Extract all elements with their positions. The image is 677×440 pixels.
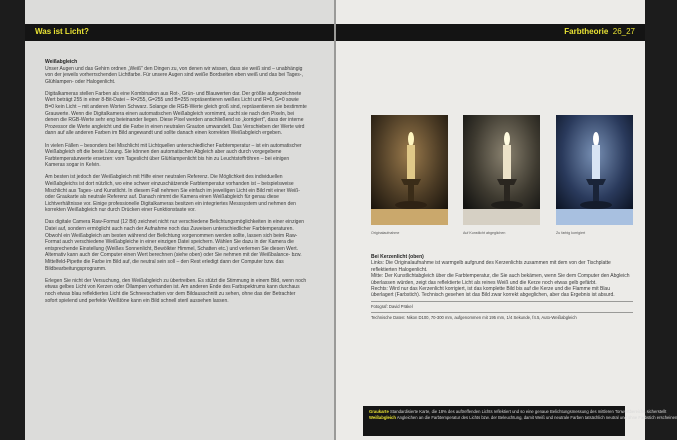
left-header-bar bbox=[25, 24, 334, 41]
divider bbox=[371, 301, 633, 302]
caption-text-block bbox=[371, 254, 633, 322]
glossary-definition: Standardisierte Karte, die 18% des auftreffenden Lichts reflektiert und so eine genaue Belichtungsmessung des mittleren Tonwertbereichs sicherstellt bbox=[389, 409, 667, 414]
photo-row bbox=[371, 115, 633, 233]
paragraph: Digitalkameras stellen Farben als eine Kombination aus Rot-, Grün- und Blauwerten dar. Der größte aufgezeichnete Wert beträgt 255 in einer 8-Bit-Datei – R=255, G=255 und B=255 repräsentieren weißes Licht und R=0, G=0 sowie B=0 kein Licht – mit anderen Worten Schwarz. Solange die RGB-Werte gleich groß sind, repräsentieren sie bestimmte Grauwerte. Wenn die Digitalkamera einen automatischen Weißabgleich vornimmt, sucht sie nach den Pixeln, bei denen die RGB-Werte sehr eng beieinander liegen. Diese Pixel werden anschließend so „korrigiert", dass der interne Prozessor die Werte angleicht und die Farbe in einen neutralen Grauton umwandelt. Das Verschieben der Werte wird dann auf alle anderen Farben im Bild angewandt und sollte danach einen korrekten Weißabgleich ergeben. bbox=[45, 90, 307, 137]
left-header-title: Was ist Licht? bbox=[35, 27, 89, 36]
photo-caption: Auf Kunstlicht abgeglichen bbox=[463, 231, 506, 235]
glossary-entry bbox=[369, 415, 677, 421]
right-header-title bbox=[564, 27, 635, 36]
caption-line: Links: Die Originalaufnahme ist warmgelb aufgrund des Kerzenlichts zusammen mit dem von der Tischplatte reflektierten Halogenlicht. bbox=[371, 260, 611, 273]
chapter-title: Farbtheorie bbox=[564, 27, 609, 36]
photographer-credit: Fotograf: David Präkel bbox=[371, 303, 413, 309]
caption-line: Rechts: Wird nur das Kerzenlicht korrigiert, ist das komplette Bild bis auf die Kerze und die Flamme mit Blau überlagert (Farbstich). Technisch gesehen ist das Bild zwar korrekt abgeglichen, aber das Ergebnis ist absurd. bbox=[371, 286, 615, 299]
divider bbox=[371, 312, 633, 313]
right-page bbox=[336, 0, 677, 440]
photo-original bbox=[371, 115, 448, 225]
section-heading: Weißabgleich bbox=[45, 59, 78, 65]
glossary-definition: Angleichen an die Farbtemperatur des Lichts bzw. der Beleuchtung, damit Weiß und neutrale Farben tatsächlich neutral und ohne Farbstich erscheinen bbox=[396, 415, 677, 420]
photo-caption: Originalaufnahme bbox=[371, 231, 400, 235]
photo-tungsten-balanced bbox=[463, 115, 540, 225]
paragraph: Am besten ist jedoch der Weißabgleich mit Hilfe einer neutralen Referenz. Die Möglichkeit des individuellen Weißabgleichs ist dort nützlich, wo eine schwer einzuschätzende Farbtemperatur vorhanden ist – beispielsweise Mischlicht aus Tages- und Kunstlicht. In diesem Fall nehmen Sie einfach im jeweiligen Licht ein Bild mit einer Weiß- oder Graukarte als neutrale Referenz auf. Danach nimmt die Kamera einen Weißabgleich für genau diese Lichtverhältnisse vor. Einige professionelle Digitalkameras besitzen ein integriertes Messsystem und nehmen den korrekten Weißabgleich nur durch Drücken einer Funktionstaste vor. bbox=[45, 174, 300, 214]
page-numbers: 26_27 bbox=[612, 27, 635, 36]
left-page bbox=[25, 0, 334, 440]
paragraph: In vielen Fällen – besonders bei Mischlicht mit Lichtquellen unterschiedlicher Farbtemperatur – ist ein automatischer Weißabgleich oft die beste Lösung. Sie können den automatischen Abgleich aber auch durch vorgegebene Farbtemperaturwerte ersetzen: vom Tageslicht über Glühlampenlicht bis hin zu Leuchtstoffröhren – bei einigen Kameras sogar in Kelvin. bbox=[45, 142, 302, 169]
paragraph: Das digitale Camera Raw-Format (12 Bit) zeichnet nicht nur verschiedene Belichtungsmöglichkeiten in einer einzigen Datei auf, sondern ermöglicht auch nach der Aufnahme noch das Zuweisen unterschiedlicher Farbtemperaturen. Obwohl ein Weißabgleich am besten während der Belichtung vorgenommen werden sollte, lassen sich beim Raw-Format auch verschiedene Weißabgleiche in einer einzigen Datei speichern. Wählen Sie dazu in der Kamera die entsprechende Einstellung (Weißes Sonnenlicht, Bewölkter Himmel, Schatten etc.) und verlernen Sie diesen Wert. Alternativ kann auch der Computer einen Wert berechnen (siehe oben) oder Sie nehmen mit der Weißbalance- bzw. Mittelfeld-Pipette die Farbe im Bild auf, die neutral sein soll – den Rest erledigt dann der Computer bzw. das Bildbearbeitungsprogramm. bbox=[45, 219, 305, 272]
photo-overcorrected bbox=[556, 115, 633, 225]
glossary-box bbox=[363, 406, 677, 436]
right-header-bar bbox=[336, 24, 645, 41]
left-body-text bbox=[45, 59, 307, 310]
paragraph: Unser Augen und das Gehirn ordnen „Weiß" den Dingen zu, von denen wir wissen, dass sie weiß sind – unabhängig von der jeweils vorherrschenden Lichtfarbe. Für unsere Augen sind weiße Bordseiten eben weiß und das bei Tages-, Glühlampen- oder Halogenlicht. bbox=[45, 65, 303, 85]
glossary-term: Weißabgleich bbox=[369, 415, 396, 420]
caption-heading: Bei Kerzenlicht (oben) bbox=[371, 254, 424, 260]
glossary-term: Graukarte bbox=[369, 409, 389, 414]
paragraph: Erlegen Sie nicht der Versuchung, den Weißabgleich zu übertreiben. Es stützt die Stimmung in einem Bild, wenn noch etwas gelbes Licht von Kerzen oder Öllampen vorhanden ist. Am anderen Ende des Farbspektrums kann durchaus noch etwas blau reflektiertes Licht die Schneeschatten vor dem Bildausschnitt zu sehen, ohne das der Betrachter sofort spielend und perfekte Weißtöne kann ein Bild schnell steril aussehen lassen. bbox=[45, 277, 307, 304]
photo-caption: Zu farbig korrigiert bbox=[556, 231, 586, 235]
caption-line: Mitte: Der Kunstlichtabgleich über die Farbtemperatur, die Sie auch bekämen, wenn Sie dem Computer den Abgleich überlassen würden, zeigt das reflektierte Licht als reines Weiß und die Kerze noch etwas gelb gefärbt. bbox=[371, 273, 630, 286]
technical-data: Technische Daten: Nikon D100, 70-300 mm, aufgenommen mit 195 mm, 1/4 Sekunde, f4.5, Auto-Weißabgleich bbox=[371, 315, 577, 321]
